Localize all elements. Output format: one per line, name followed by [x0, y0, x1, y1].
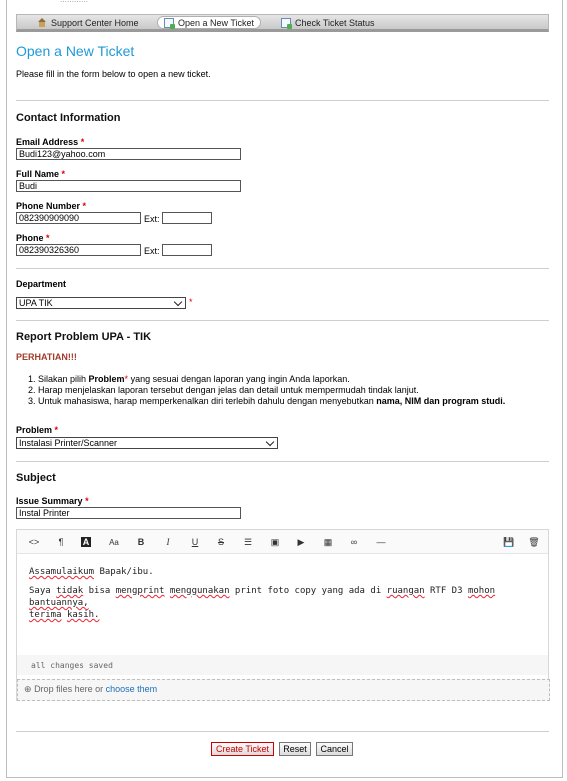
nav-bar	[16, 14, 549, 32]
email-label: Email Address *	[16, 137, 85, 147]
cancel-button[interactable]: Cancel	[316, 742, 353, 756]
page-intro: Please fill in the form below to open a new ticket.	[16, 69, 211, 79]
ticket-status-icon	[281, 18, 291, 28]
phone-ext-field[interactable]	[162, 244, 212, 256]
link-icon[interactable]: ∞	[350, 537, 358, 547]
editor-body-line: terima kasih.	[29, 610, 100, 620]
editor-status: all changes saved	[17, 655, 548, 675]
phone-number-label: Phone Number *	[16, 201, 87, 211]
strikethrough-icon[interactable]: S	[217, 537, 224, 547]
choose-files-link[interactable]: choose them	[105, 684, 158, 694]
drop-text: Drop files here or	[34, 684, 106, 694]
phone-number-ext-field[interactable]	[162, 212, 212, 224]
bold-icon[interactable]: B	[137, 537, 145, 547]
underline-icon[interactable]: U	[191, 537, 199, 547]
list-icon[interactable]: ☰	[243, 536, 253, 547]
list-item: 1. Silakan pilih Problem* yang sesuai dengan laporan yang ingin Anda laporkan.	[38, 374, 546, 385]
ext-label: Ext:	[144, 214, 160, 224]
department-value: UPA TIK	[19, 298, 53, 308]
problem-select[interactable]	[16, 437, 278, 449]
instructions-list	[26, 374, 546, 407]
divider	[16, 320, 549, 321]
section-contact-title: Contact Information	[16, 112, 121, 124]
save-draft-icon[interactable]: 💾	[503, 536, 515, 547]
nav-label: Support Center Home	[51, 17, 139, 28]
editor-greeting: Assamulaikum Bapak/ibu.	[29, 567, 154, 577]
section-report-title: Report Problem UPA - TIK	[16, 331, 152, 343]
list-item: 2. Harap menjelaskan laporan tersebut dengan jelas dan detail untuk mempermudah tindak lanjut.	[38, 385, 546, 396]
nav-support-center-home[interactable]	[31, 16, 145, 29]
upload-icon: ⊕	[24, 684, 32, 694]
home-icon	[37, 18, 47, 28]
department-required-mark: *	[189, 297, 193, 307]
editor-content[interactable]	[29, 566, 529, 628]
phone-label: Phone *	[16, 233, 50, 243]
problem-label: Problem *	[16, 425, 59, 435]
fullname-label: Full Name *	[16, 169, 66, 179]
nav-label: Check Ticket Status	[295, 17, 375, 28]
email-field[interactable]: Budi123@yahoo.com	[16, 148, 241, 160]
italic-icon[interactable]: I	[166, 537, 170, 547]
reset-button[interactable]: Reset	[279, 742, 311, 756]
issue-summary-label: Issue Summary *	[16, 496, 89, 506]
message-editor	[16, 529, 549, 701]
font-size-icon[interactable]: Aa	[109, 537, 119, 547]
divider	[16, 461, 549, 462]
new-ticket-icon	[164, 18, 174, 28]
phone-number-field[interactable]: 082390909090	[16, 212, 141, 224]
divider	[16, 268, 549, 269]
phone-field[interactable]: 082390326360	[16, 244, 141, 256]
html-source-icon[interactable]: <>	[28, 537, 40, 547]
nav-open-new-ticket[interactable]	[157, 16, 261, 29]
issue-summary-field[interactable]: Instal Printer	[16, 507, 241, 519]
warning-text: PERHATIAN!!!	[16, 352, 77, 362]
list-item: 3. Untuk mahasiswa, harap memperkenalkan diri terlebih dahulu dengan menyebutkan nama, NIM dan program studi.	[38, 396, 546, 407]
divider	[16, 100, 549, 101]
video-icon[interactable]: ▶	[297, 536, 305, 547]
table-icon[interactable]: ▦	[323, 536, 333, 547]
editor-body-line: Saya tidak bisa mengprint menggunakan print foto copy yang ada di ruangan RTF D3 mohon bantuannya,	[29, 586, 496, 608]
file-drop-zone[interactable]	[17, 679, 550, 701]
image-icon[interactable]: ▣	[270, 536, 280, 547]
editor-toolbar	[17, 530, 548, 554]
nav-label: Open a New Ticket	[178, 17, 255, 28]
problem-value: Instalasi Printer/Scanner	[19, 438, 118, 448]
section-subject-title: Subject	[16, 472, 56, 484]
page-title: Open a New Ticket	[16, 43, 135, 59]
text-color-icon[interactable]: A	[82, 537, 90, 547]
top-cropped-text: ⋯⋯⋯⋯	[60, 0, 88, 6]
fullname-field[interactable]: Budi	[16, 180, 241, 192]
ext-label: Ext:	[144, 246, 160, 256]
horizontal-rule-icon[interactable]: —	[376, 537, 386, 547]
department-label: Department	[16, 279, 67, 289]
chevron-down-icon	[174, 297, 182, 305]
department-select[interactable]	[16, 297, 186, 309]
nav-check-ticket-status[interactable]	[275, 16, 381, 29]
chevron-down-icon	[266, 437, 274, 445]
paragraph-icon[interactable]: ¶	[58, 537, 64, 547]
trash-icon[interactable]: 🗑	[528, 536, 540, 547]
divider	[16, 731, 549, 732]
create-ticket-button[interactable]: Create Ticket	[211, 742, 274, 756]
